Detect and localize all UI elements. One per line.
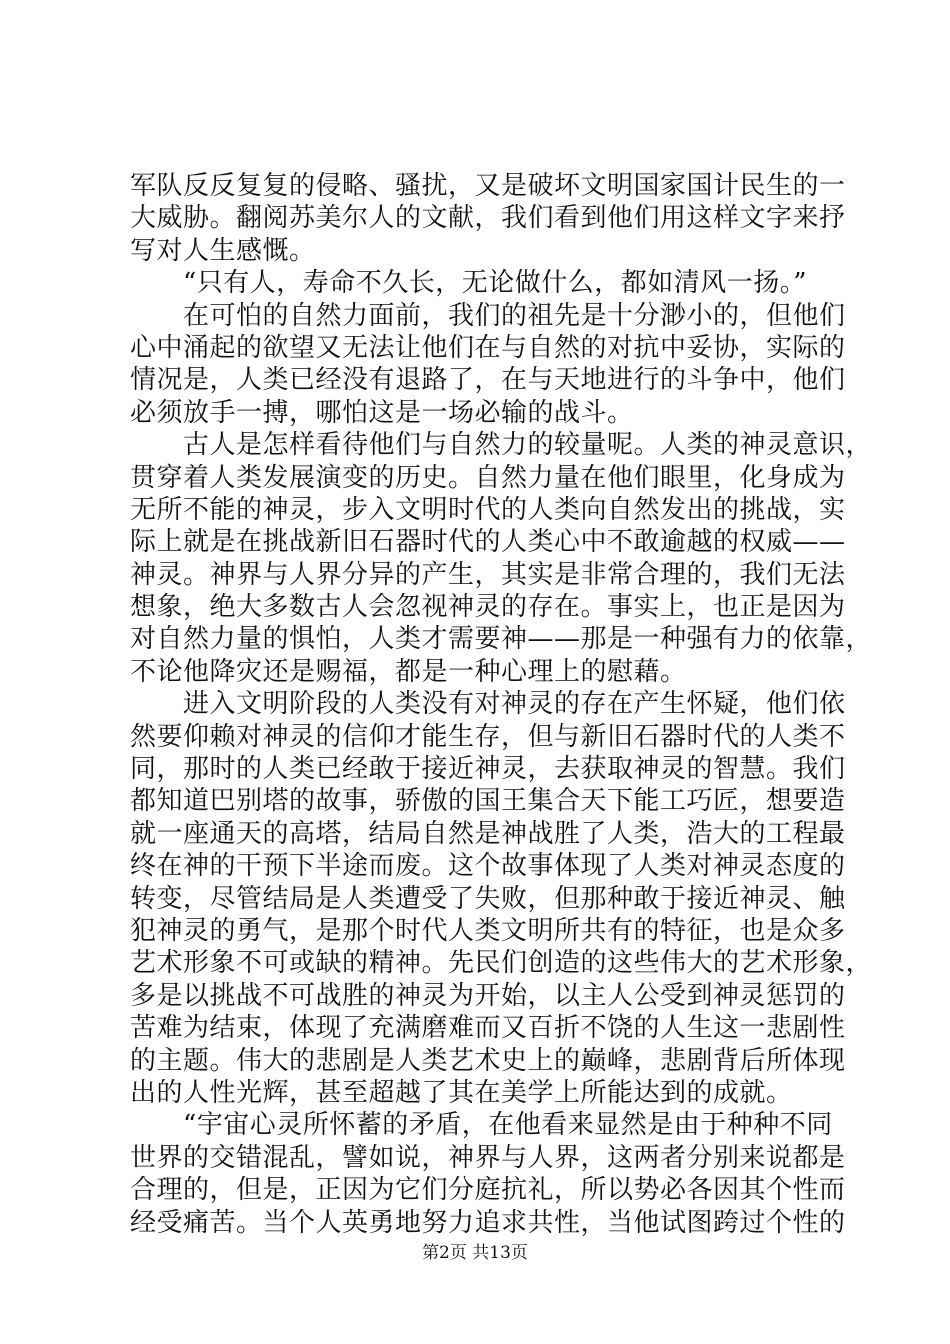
text-line: 际上就是在挑战新旧石器时代的人类心中不敢逾越的权威——: [130, 527, 846, 558]
text-line: 世界的交错混乱，譬如说，神界与人界，这两者分别来说都是: [130, 1142, 846, 1173]
text-line: “只有人，寿命不久长，无论做什么，都如清风一扬。”: [130, 268, 808, 299]
document-body: [130, 170, 873, 1239]
text-line: 进入文明阶段的人类没有对神灵的存在产生怀疑，他们依: [130, 689, 846, 720]
text-line: 艺术形象不可或缺的精神。先民们创造的这些伟大的艺术形象，: [130, 948, 873, 979]
text-line: 就一座通天的高塔，结局自然是神战胜了人类，浩大的工程最: [130, 818, 846, 849]
text-line: 在可怕的自然力面前，我们的祖先是十分渺小的，但他们: [130, 300, 846, 331]
text-line: 贯穿着人类发展演变的历史。自然力量在他们眼里，化身成为: [130, 462, 846, 493]
text-line: 多是以挑战不可战胜的神灵为开始，以主人公受到神灵惩罚的: [130, 980, 846, 1011]
text-line: 转变，尽管结局是人类遭受了失败，但那种敢于接近神灵、触: [130, 883, 846, 914]
text-line: 经受痛苦。当个人英勇地努力追求共性，当他试图跨过个性的: [130, 1207, 846, 1238]
text-line: 古人是怎样看待他们与自然力的较量呢。人类的神灵意识，: [130, 430, 873, 461]
text-line: 心中涌起的欲望又无法让他们在与自然的对抗中妥协，实际的: [130, 332, 846, 363]
text-line: 想象，绝大多数古人会忽视神灵的存在。事实上，也正是因为: [130, 592, 846, 623]
text-line: 大威胁。翻阅苏美尔人的文献，我们看到他们用这样文字来抒: [130, 203, 846, 234]
text-line: 不论他降灾还是赐福，都是一种心理上的慰藉。: [130, 656, 687, 687]
text-line: 然要仰赖对神灵的信仰才能生存，但与新旧石器时代的人类不: [130, 721, 846, 752]
text-line: 终在神的干预下半途而废。这个故事体现了人类对神灵态度的: [130, 851, 846, 882]
text-line: 合理的，但是，正因为它们分庭抗礼，所以势必各因其个性而: [130, 1175, 846, 1206]
text-line: 必须放手一搏，哪怕这是一场必输的战斗。: [130, 397, 634, 428]
text-line: 无所不能的神灵，步入文明时代的人类向自然发出的挑战，实: [130, 494, 846, 525]
text-line: 苦难为结束，体现了充满磨难而又百折不饶的人生这一悲剧性: [130, 1013, 846, 1044]
text-line: 同，那时的人类已经敢于接近神灵，去获取神灵的智慧。我们: [130, 754, 846, 785]
text-line: 犯神灵的勇气，是那个时代人类文明所共有的特征，也是众多: [130, 915, 846, 946]
text-line: 的主题。伟大的悲剧是人类艺术史上的巅峰，悲剧背后所体现: [130, 1045, 846, 1076]
text-line: 情况是，人类已经没有退路了，在与天地进行的斗争中，他们: [130, 365, 846, 396]
page-number-footer: 第2页 共13页: [422, 1243, 528, 1263]
text-line: 写对人生感慨。: [130, 235, 316, 266]
text-line: 出的人性光辉，甚至超越了其在美学上所能达到的成就。: [130, 1077, 793, 1108]
text-line: 军队反反复复的侵略、骚扰，又是破坏文明国家国计民生的一: [130, 171, 846, 201]
text-line: 都知道巴别塔的故事，骄傲的国王集合天下能工巧匠，想要造: [130, 786, 846, 817]
text-line: 对自然力量的惧怕，人类才需要神——那是一种强有力的依靠，: [130, 624, 873, 655]
text-line: 神灵。神界与人界分异的产生，其实是非常合理的，我们无法: [130, 559, 846, 590]
text-line: “宇宙心灵所怀蓄的矛盾，在他看来显然是由于种种不同: [130, 1110, 833, 1141]
